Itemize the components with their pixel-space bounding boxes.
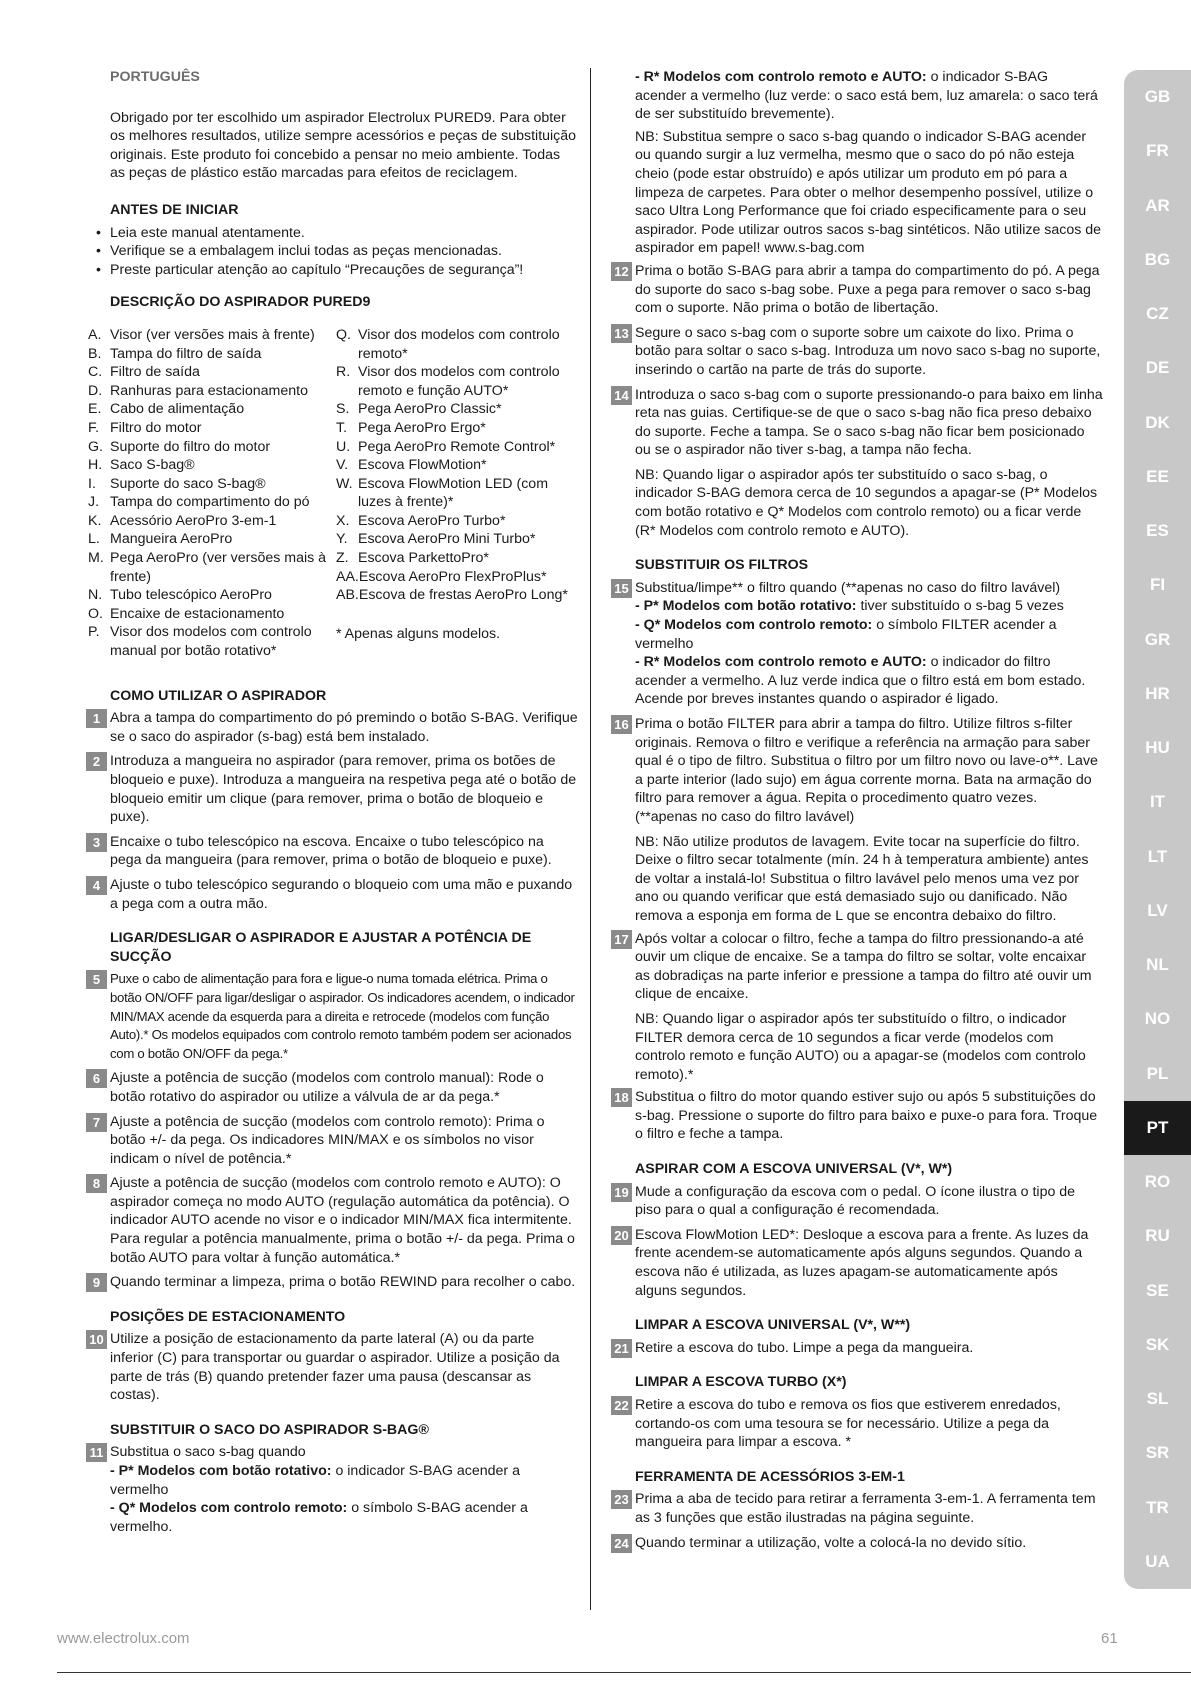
language-tab-de[interactable]: DE [1145,358,1170,378]
part-key: T. [336,419,348,436]
q-model-label: - Q* Modelos com controlo remoto: [635,617,873,634]
step-21 [613,1339,1103,1358]
part-item [88,345,336,364]
filters-heading: SUBSTITUIR OS FILTROS [635,557,809,574]
list-item: • Leia este manual atentamente. [110,224,578,243]
step-2 [88,752,578,826]
step-15 [613,579,1103,709]
parts-list-right [336,326,576,605]
part-label: Pega AeroPro Ergo* [358,419,486,436]
q-model-text: o símbolo FILTER acender a vermelho [635,617,1057,652]
part-label: Escova AeroPro FlexProPlus* [358,568,547,585]
language-tab-lt[interactable]: LT [1147,846,1168,866]
part-label: Ranhuras para estacionamento [110,382,308,399]
part-item [336,363,576,400]
footer-url[interactable]: www.electrolux.com [57,1630,190,1647]
r-model-text: o indicador S-BAG acender a vermelho (luz verde: o saco está bem, luz amarela: o saco terá de ser substituído brevemente). [635,69,1098,123]
step-number: 17 [611,930,632,949]
parts-list-left [88,326,336,661]
step-13 [613,324,1103,380]
step-text: Introduza o saco s-bag com o suporte pressionando-o para baixo em linha reta nas guias. Certifique-se de que o saco s-bag não fica preso debaixo do suporte. Feche a tampa. Se o saco s-bag não ficar bem posicionado ou se o aspirador não tiver s-bag, a tampa não fecha. [635,386,1103,459]
intro-paragraph: Obrigado por ter escolhido um aspirador Electrolux PURED9. Para obter os melhores resultados, utilize sempre acessórios e peças de substituição originais. Este produto foi concebido a pensar no meio ambiente. Todas as peças de plástico estão marcadas para efeitos de reciclagem. [110,109,577,182]
part-key: Z. [336,550,349,567]
q-model-label: - Q* Modelos com controlo remoto: [110,1500,348,1517]
part-key: D. [88,382,103,399]
part-label: Suporte do saco S-bag® [110,475,266,492]
step-number: 6 [86,1069,107,1088]
part-label: Pega AeroPro Remote Control* [358,438,556,455]
step-1 [88,709,578,746]
step-number: 4 [86,876,107,895]
part-item [88,586,336,605]
step-text: Prima o botão FILTER para abrir a tampa do filtro. Utilize filtros s-filter originais. Remova o filtro e verifique a referência na armação para saber qual é o tipo de filtro. Substitua o filtro por um filtro novo ou lave-o**. Lave a parte interior (lado sujo) em água corrente morna. Bata na armação do filtro para remover a água. Repita o procedimento quatro vezes. (**apenas no caso do filtro lavável) [635,716,1098,825]
part-key: S. [336,401,350,418]
language-tab-lv[interactable]: LV [1147,900,1168,920]
filter-note-1: NB: Não utilize produtos de lavagem. Evite tocar na superfície do filtro. Deixe o filtro secar totalmente (mín. 24 h à temperatura ambiente) antes de voltar a instalá-lo! Substitua o filtro lavável pelo menos uma vez por ano ou quando verificar que está demasiado sujo ou danificado. Não remova a esponja em forma de L que se encontra debaixo do filtro. [635,833,1089,924]
language-tab-dk[interactable]: DK [1145,412,1170,432]
how-to-use-heading: COMO UTILIZAR O ASPIRADOR [110,687,327,704]
universal-steps [613,1183,1103,1301]
language-tab-ee[interactable]: EE [1146,466,1169,486]
part-key: A. [88,326,102,343]
on-off-heading: LIGAR/DESLIGAR O ASPIRADOR E AJUSTAR A POTÊNCIA DE SUCÇÃO [110,930,532,965]
step-20 [613,1226,1103,1300]
part-key: F. [88,419,100,436]
step-number: 16 [611,715,632,734]
part-key: M. [88,550,104,567]
part-item [88,493,336,512]
parking-heading: POSIÇÕES DE ESTACIONAMENTO [110,1308,346,1325]
step-number: 14 [611,386,632,405]
part-label: Mangueira AeroPro [110,531,233,548]
step-number: 9 [86,1273,107,1292]
step-text: Ajuste a potência de sucção (modelos com controlo remoto e AUTO): O aspirador começa no modo AUTO (regulação automática da potência). O indicador AUTO acende no visor e o indicador MIN/MAX fica intermitente. Para regular a potência manualmente, prima o botão +/- da pega. Prima o botão AUTO para voltar à função automática.* [110,1175,575,1266]
step-5 [88,970,578,1063]
step-text: Retire a escova do tubo. Limpe a pega da mangueira. [635,1339,974,1356]
tool-heading: FERRAMENTA DE ACESSÓRIOS 3-EM-1 [635,1468,905,1485]
language-tab-gr[interactable]: GR [1144,629,1171,649]
step-9 [88,1273,578,1292]
step-19 [613,1183,1103,1220]
step-number: 21 [611,1339,632,1358]
step-3 [88,833,578,870]
step-number: 8 [86,1174,107,1193]
part-key: E. [88,401,102,418]
language-tab-ru[interactable]: RU [1145,1226,1170,1246]
part-key: X. [336,512,350,529]
step-14 [613,386,1103,460]
step-4 [88,876,578,913]
step-number: 11 [86,1443,107,1462]
how-to-use-steps [88,709,578,913]
step-16 [613,715,1103,827]
part-label: Pega AeroPro (ver versões mais à frente) [110,550,327,585]
right-column [613,68,1103,1558]
part-label: Cabo de alimentação [110,401,245,418]
part-item [336,400,576,419]
step-number: 18 [611,1088,632,1107]
part-key: W. [336,475,353,492]
universal-heading: ASPIRAR COM A ESCOVA UNIVERSAL (V*, W*) [635,1161,953,1178]
step-text: Quando terminar a limpeza, prima o botão REWIND para recolher o cabo. [110,1274,576,1291]
clean-universal-steps [613,1339,1103,1358]
part-item [336,419,576,438]
step-17 [613,930,1103,1004]
language-tab-bg[interactable]: BG [1144,249,1171,269]
step-6 [88,1069,578,1106]
part-label: Visor dos modelos com controlo remoto e função AUTO* [358,364,560,399]
p-model-label: - P* Modelos com botão rotativo: [110,1463,332,1479]
step-text: Ajuste a potência de sucção (modelos com controlo remoto): Prima o botão +/- da pega. Os indicadores MIN/MAX e os símbolos no visor indicam o nível de potência.* [110,1113,545,1167]
part-label: Filtro de saída [110,364,200,381]
sbag-note-2: NB: Quando ligar o aspirador após ter substituído o saco s-bag, o indicador S-BAG demora cerca de 10 segundos a apagar-se (P* Modelos com botão rotativo e Q* Modelos com controlo remoto) ou a ficar verde (R* Modelos com controlo remoto e AUTO). [635,466,1098,539]
step-11 [88,1443,578,1536]
p-model-text: tiver substituído o s-bag 5 vezes [856,598,1064,615]
step-8 [88,1174,578,1267]
step-number: 13 [611,324,632,343]
parking-steps [88,1330,578,1404]
language-tab-es[interactable]: ES [1146,521,1169,540]
part-item [336,586,576,605]
step-text: Escova FlowMotion LED*: Desloque a escova para a frente. As luzes da frente acendem-se automaticamente após alguns segundos. Quando a escova não é utilizada, as luzes apagam-se automaticamente após alguns segundos. [635,1226,1089,1299]
part-item [88,456,336,475]
language-tab-fi[interactable]: FI [1149,575,1166,595]
part-key: B. [88,345,102,362]
step-number: 3 [86,833,107,852]
page-number: 61 [1101,1630,1118,1647]
part-label: Encaixe de estacionamento [110,605,285,622]
step-text: Prima o botão S-BAG para abrir a tampa do compartimento do pó. A pega do suporte do saco s-bag sobe. Puxe a pega para remover o saco s-bag com o suporte. Não prima o botão de libertação. [635,262,1100,317]
part-key: R. [336,364,351,381]
language-tab-ua[interactable]: UA [1145,1551,1170,1571]
part-label: Tubo telescópico AeroPro [110,587,272,604]
step-text: Retire a escova do tubo e remova os fios que estiverem enredados, cortando-os com uma tesoura se for necessário. Utilize a pega da mangueira para limpar a escova. * [635,1397,1061,1451]
part-label: Visor (ver versões mais à frente) [110,326,315,343]
step-text: Puxe o cabo de alimentação para fora e ligue-o numa tomada elétrica. Prima o botão ON/OFF para ligar/desligar o aspirador. Os indicadores acendem, o indicador MIN/MAX acende da esquerda para a direita e retrocede (modelos com função Auto).* Os modelos equipados com controlo remoto também podem ser acionados com o botão ON/OFF da pega.* [110,971,575,1061]
language-tab-se[interactable]: SE [1146,1280,1169,1300]
language-tab-hr[interactable]: HR [1145,683,1170,703]
part-key: L. [88,531,100,548]
part-key: V. [336,457,349,474]
step-number: 19 [611,1183,632,1202]
part-label: Escova ParkettoPro* [358,550,489,567]
part-key: Y. [336,531,348,548]
step-text: Ajuste o tubo telescópico segurando o bloqueio com uma mão e puxando a pega com a outra mão. [110,876,573,912]
part-key: H. [88,457,103,474]
part-key: AB. [336,587,359,604]
part-label: Tampa do compartimento do pó [110,494,310,511]
step-23 [613,1490,1103,1527]
part-item [336,475,576,512]
language-tab-fr[interactable]: FR [1146,141,1169,161]
language-tabs [1124,70,1191,1589]
step-number: 1 [86,709,107,728]
step-text: Substitua o filtro do motor quando estiver sujo ou após 5 substituições do s-bag. Pressione o suporte do filtro para baixo e puxe-o para fora. Troque o filtro e feche a tampa. [635,1089,1098,1143]
r-model-label: - R* Modelos com controlo remoto e AUTO: [635,69,927,85]
tool-steps [613,1490,1103,1552]
part-label: Escova de frestas AeroPro Long* [358,587,568,604]
part-item [336,549,576,568]
step-text: Quando terminar a utilização, volte a colocá-la no devido sítio. [635,1534,1027,1551]
list-item: • Preste particular atenção ao capítulo “Precauções de segurança”! [110,261,578,280]
p-model-label: - P* Modelos com botão rotativo: [635,598,857,615]
step-text: Ajuste a potência de sucção (modelos com controlo manual): Rode o botão rotativo do aspirador ou utilize a válvula de ar da pega.* [110,1070,544,1105]
step-number: 10 [86,1330,107,1349]
language-tab-pt[interactable]: PT [1124,1101,1191,1155]
part-item [88,326,336,345]
language-tab-no[interactable]: NO [1144,1009,1171,1029]
description-heading: DESCRIÇÃO DO ASPIRADOR PURED9 [110,294,371,311]
part-key: U. [336,438,351,455]
part-key: Q. [336,326,351,343]
on-off-steps [88,970,578,1292]
language-tab-sr[interactable]: SR [1145,1443,1170,1463]
language-tab-nl[interactable]: NL [1146,955,1169,974]
step-number: 2 [86,752,107,771]
step-text: Utilize a posição de estacionamento da parte lateral (A) ou da parte inferior (C) para transportar ou guardar o aspirador. Utilize a posição da parte de trás (B) quando pretender fazer uma pausa (descansar as costas). [110,1331,560,1404]
step-number: 23 [611,1490,632,1509]
language-tab-tr[interactable]: TR [1146,1497,1169,1517]
part-item [336,512,576,531]
list-item: • Verifique se a embalagem inclui todas as peças mencionadas. [110,242,578,261]
part-label: Escova AeroPro Turbo* [358,512,506,529]
part-label: Escova AeroPro Mini Turbo* [358,531,536,548]
parts-list [88,326,578,661]
step-number: 7 [86,1113,107,1132]
r-model-text: o indicador do filtro acender a vermelho. A luz verde indica que o filtro está em bom estado. Acende por breves instantes quando o aspirador é ligado. [635,654,1086,708]
column-divider [590,68,591,1610]
step-number: 5 [86,970,107,989]
part-item [336,568,576,587]
step-18 [613,1088,1103,1144]
step-text: Mude a configuração da escova com o pedal. O ícone ilustra o tipo de piso para o qual a configuração é recomendada. [635,1183,1076,1219]
language-tab-sl[interactable]: SL [1146,1389,1169,1408]
step-number: 22 [611,1396,632,1415]
part-item [336,326,576,363]
step-text: Abra a tampa do compartimento do pó premindo o botão S-BAG. Verifique se o saco do aspirador (s-bag) está bem instalado. [110,710,578,745]
r-model-sbag [613,68,1103,124]
step-24 [613,1534,1103,1553]
part-item [88,549,336,586]
language-tab-ro[interactable]: RO [1144,1172,1171,1191]
part-item [336,438,576,457]
sbag-heading: SUBSTITUIR O SACO DO ASPIRADOR S-BAG® [110,1421,429,1438]
part-item [336,456,576,475]
part-label: Visor dos modelos com controlo manual por botão rotativo* [110,624,312,660]
part-key: K. [88,512,102,529]
clean-turbo-steps [613,1396,1103,1452]
parts-note: * Apenas alguns modelos. [336,625,501,642]
part-key: J. [88,494,100,511]
left-column [88,68,578,1542]
step-text: Segure o saco s-bag com o suporte sobre um caixote do lixo. Prima o botão para soltar o saco s-bag. Introduza um novo saco s-bag no suporte, inserindo o cartão na parte de trás do suporte. [635,324,1101,378]
step-text: Prima a aba de tecido para retirar a ferramenta 3-em-1. A ferramenta tem as 3 funções que estão ilustradas na página seguinte. [635,1491,1096,1526]
part-item [336,530,576,549]
part-label: Tampa do filtro de saída [110,345,262,362]
language-tab-gb[interactable]: GB [1144,87,1171,106]
sbag-note-1: NB: Substitua sempre o saco s-bag quando o indicador S-BAG acender ou quando surgir a luz vermelha, mesmo que o saco do pó não esteja cheio (pode estar obstruído) e após utilizar um produto em pó para a limpeza de carpetes. Para obter o melhor desempenho possível, utilize o saco Ultra Long Performance que foi criado especificamente para o seu aspirador. Pode utilizar outros sacos s-bag sintéticos. Não utilize sacos de aspirador em papel! www.s-bag.com [635,128,1102,257]
step-12 [613,262,1103,318]
before-start-list [88,224,578,280]
part-key: AA. [336,568,359,585]
part-item [88,475,336,494]
part-label: Filtro do motor [110,419,202,436]
part-label: Acessório AeroPro 3-em-1 [110,512,277,529]
part-item [88,363,336,382]
part-key: G. [88,438,103,455]
part-key: C. [88,364,103,381]
part-label: Pega AeroPro Classic* [358,401,502,418]
r-model-label: - R* Modelos com controlo remoto e AUTO: [635,654,927,671]
step-text: Substitua/limpe** o filtro quando (**apenas no caso do filtro lavável) [635,579,1061,596]
step-7 [88,1113,578,1169]
part-item [88,605,336,624]
step-text: Substitua o saco s-bag quando [110,1444,306,1461]
step-number: 20 [611,1226,632,1245]
language-tab-sk[interactable]: SK [1145,1334,1170,1354]
part-item [88,419,336,438]
language-title: PORTUGUÊS [110,69,200,85]
part-item [88,530,336,549]
part-item [88,438,336,457]
part-label: Suporte do filtro do motor [110,438,271,455]
part-key: P. [88,624,100,641]
clean-turbo-heading: LIMPAR A ESCOVA TURBO (X*) [635,1374,847,1391]
part-item [88,382,336,401]
step-text: Encaixe o tubo telescópico na escova. Encaixe o tubo telescópico na pega da mangueira (para remover, prima o botão de bloqueio e puxe). [110,833,552,869]
part-key: I. [88,475,96,492]
part-item [88,512,336,531]
step-text: Após voltar a colocar o filtro, feche a tampa do filtro pressionando-a até ouvir um clique de encaixe. Se a tampa do filtro se soltar, volte encaixar as dobradiças na parte inferior e pressione a tampa do filtro até ouvir um clique de encaixe. [635,930,1092,1003]
language-tab-pl[interactable]: PL [1146,1063,1169,1083]
part-label: Visor dos modelos com controlo remoto* [358,326,560,362]
step-22 [613,1396,1103,1452]
part-key: N. [88,587,103,604]
language-tab-cz[interactable]: CZ [1146,304,1169,323]
p-model-text: o indicador S-BAG acender a vermelho [110,1463,520,1498]
filter-note-2: NB: Quando ligar o aspirador após ter substituído o filtro, o indicador FILTER demora cerca de 10 segundos a ficar verde (modelos com controlo remoto e função AUTO) ou a apagar-se (modelos com controlo remoto).* [635,1010,1086,1083]
sbag-steps [613,262,1103,460]
language-tab-it[interactable]: IT [1149,792,1166,812]
bottom-rule [57,1672,1191,1673]
part-label: Saco S-bag® [110,457,195,474]
language-tab-ar[interactable]: AR [1145,195,1170,215]
step-text: Introduza a mangueira no aspirador (para remover, prima os botões de bloqueio e puxe). Introduza a mangueira na respetiva pega até o botão de bloqueio emitir um clique (para remover, prima o botão de bloqueio e puxe). [110,753,577,826]
part-key: O. [88,605,103,622]
before-start-heading: ANTES DE INICIAR [110,201,239,218]
step-number: 12 [611,262,632,281]
step-number: 24 [611,1534,632,1553]
step-10 [88,1330,578,1404]
q-model-text: o símbolo S-BAG acender a vermelho. [110,1500,528,1535]
step-number: 15 [611,579,632,598]
clean-universal-heading: LIMPAR A ESCOVA UNIVERSAL (V*, W**) [635,1317,911,1334]
language-tab-hu[interactable]: HU [1145,738,1170,757]
part-label: Escova FlowMotion* [358,457,487,474]
part-item [88,400,336,419]
part-item [88,623,336,660]
part-label: Escova FlowMotion LED (com luzes à frente)* [358,475,549,511]
